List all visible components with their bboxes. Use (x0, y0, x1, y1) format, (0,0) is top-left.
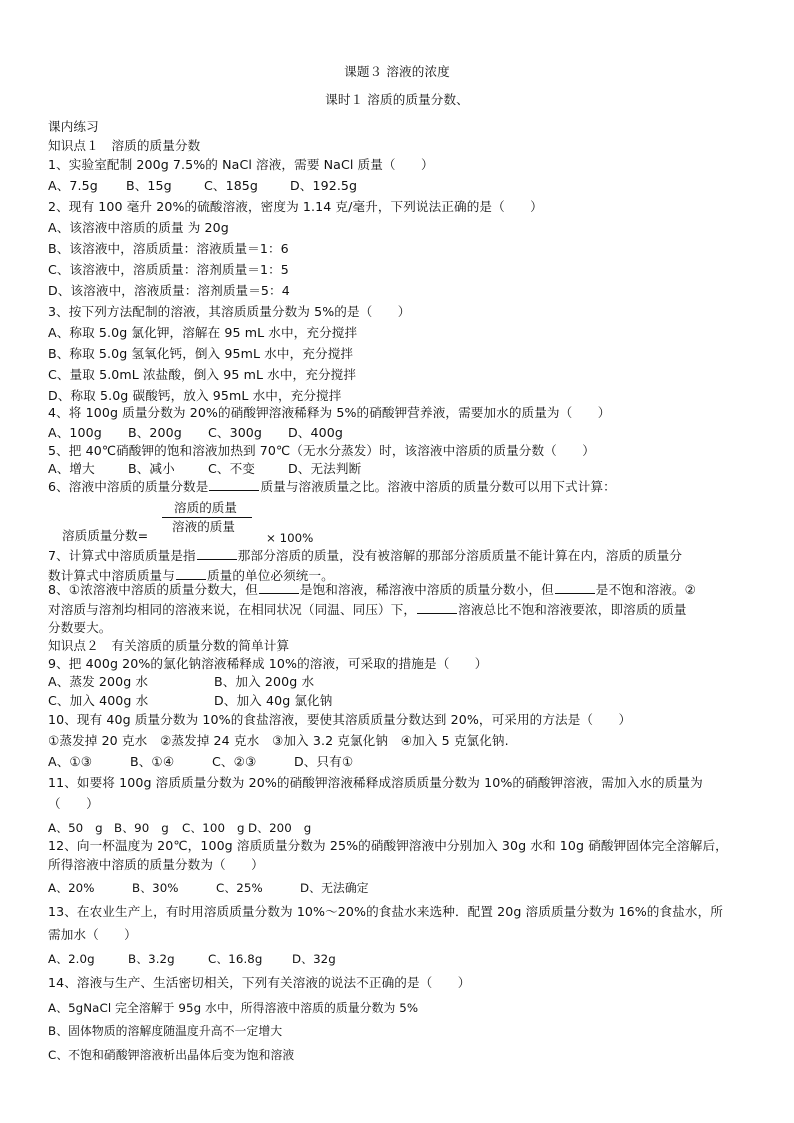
question-8 (48, 580, 696, 600)
question-8-cont (48, 600, 687, 620)
question-14-option-a: A、5gNaCl 完全溶解于 95g 水中，所得溶液中溶质的质量分数为 5% (48, 1001, 419, 1015)
option: A、①③ (48, 754, 93, 769)
question-11: 11、如要将 100g 溶质质量分数为 20%的硝酸钾溶液稀释成溶质质量分数为 10%的硝酸钾溶液，需加入水的质量为 (48, 775, 703, 790)
option: D、200 g (248, 821, 312, 835)
q8-text-c: 是不饱和溶液。② (595, 582, 697, 597)
option: A、50 g (48, 821, 103, 835)
section-label: 课内练习 (48, 119, 99, 134)
option: D、192.5g (290, 178, 358, 193)
question-7 (48, 546, 682, 566)
option: C、16.8g (208, 952, 263, 966)
option: A、100g (48, 425, 102, 440)
question-1-options (48, 176, 357, 196)
question-9: 9、把 400g 20%的氯化钠溶液稀释成 10%的溶液，可采取的措施是（ ） (48, 656, 488, 671)
option: C、300g (208, 425, 263, 440)
option: D、无法确定 (300, 881, 369, 895)
question-4: 4、将 100g 质量分数为 20%的硝酸钾溶液稀释为 5%的硝酸钾营养液，需要加水的质量为（ ） (48, 405, 611, 420)
option: A、2.0g (48, 952, 95, 966)
question-2-option-d: D、该溶液中，溶液质量：溶剂质量＝5：4 (48, 283, 290, 298)
q8-text-a: 8、①浓溶液中溶质的质量分数大，但 (48, 582, 258, 597)
option: B、30% (132, 881, 179, 895)
question-11-options (48, 818, 311, 838)
option: B、3.2g (128, 952, 175, 966)
option: B、15g (126, 178, 172, 193)
page-subtitle: 课时１ 溶质的质量分数、 (325, 92, 469, 107)
question-12-cont: 所得溶液中溶质的质量分数为（ ） (48, 857, 264, 872)
question-3-option-c: C、量取 5.0mL 浓盐酸，倒入 95 mL 水中，充分搅拌 (48, 367, 357, 382)
question-13-options (48, 949, 336, 969)
knowledge-point-2: 知识点２ 有关溶质的质量分数的简单计算 (48, 638, 290, 653)
q7-text-c: 数计算式中溶质质量与 (48, 568, 175, 583)
option: A、增大 (48, 461, 95, 476)
question-2-option-a: A、该溶液中溶质的质量 为 20g (48, 220, 229, 235)
option: B、①④ (130, 754, 175, 769)
option: B、加入 200g 水 (214, 674, 315, 689)
fill-blank[interactable] (417, 600, 457, 614)
question-14-option-b: B、固体物质的溶解度随温度升高不一定增大 (48, 1024, 283, 1038)
question-10: 10、现有 40g 质量分数为 10%的食盐溶液，要使其溶质质量分数达到 20%，可采用的方法是（ ） (48, 712, 632, 727)
q7-text-a: 7、计算式中溶质质量是指 (48, 548, 196, 563)
question-1: 1、实验室配制 200g 7.5%的 NaCl 溶液，需要 NaCl 质量（ ） (48, 157, 434, 172)
question-14-option-c: C、不饱和硝酸钾溶液析出晶体后变为饱和溶液 (48, 1048, 295, 1062)
q8-text-d: 对溶质与溶剂均相同的溶液来说，在相同状况（同温、同压）下， (48, 602, 417, 617)
option: B、200g (128, 425, 182, 440)
option: C、25% (216, 881, 263, 895)
q6-text-b: 质量与溶液质量之比。溶液中溶质的质量分数可以用下式计算： (260, 479, 616, 494)
option: D、只有① (294, 754, 354, 769)
option: C、加入 400g 水 (48, 693, 149, 708)
option: A、蒸发 200g 水 (48, 674, 149, 689)
fill-blank[interactable] (259, 580, 299, 594)
option: B、减小 (128, 461, 175, 476)
question-8-end: 分数要大。 (48, 620, 112, 635)
question-10-options (48, 752, 353, 772)
formula-multiplier: × 100% (266, 531, 314, 545)
knowledge-point-1: 知识点１ 溶质的质量分数 (48, 138, 201, 153)
option: A、20% (48, 881, 95, 895)
question-12-options (48, 878, 369, 898)
page-title: 课题３ 溶液的浓度 (344, 64, 450, 79)
option: C、185g (204, 178, 259, 193)
question-2-option-c: C、该溶液中，溶质质量：溶剂质量＝1：5 (48, 262, 289, 277)
option: B、90 g (114, 821, 169, 835)
option: C、100 g (182, 821, 245, 835)
q6-text-a: 6、溶液中溶质的质量分数是 (48, 479, 209, 494)
fill-blank[interactable] (176, 566, 206, 580)
question-4-options (48, 423, 343, 443)
question-13: 13、在农业生产上，有时用溶质质量分数为 10%～20%的食盐水来选种．配置 20g 溶质质量分数为 16%的食盐水，所 (48, 904, 723, 919)
question-3-option-d: D、称取 5.0g 碳酸钙，放入 95mL 水中，充分搅拌 (48, 388, 342, 403)
q7-text-b: 那部分溶质的质量，没有被溶解的那部分溶质质量不能计算在内，溶质的质量分 (237, 548, 683, 563)
fill-blank[interactable] (555, 580, 595, 594)
formula-numerator: 溶质的质量 (174, 500, 237, 515)
formula-denominator: 溶液的质量 (172, 519, 235, 534)
option: D、无法判断 (288, 461, 362, 476)
question-3: 3、按下列方法配制的溶液，其溶质质量分数为 5%的是（ ） (48, 304, 411, 319)
question-13-cont: 需加水（ ） (48, 927, 137, 942)
question-3-option-a: A、称取 5.0g 氯化钾，溶解在 95 mL 水中，充分搅拌 (48, 325, 358, 340)
option: D、32g (292, 952, 336, 966)
question-10-items: ①蒸发掉 20 克水 ②蒸发掉 24 克水 ③加入 3.2 克氯化钠 ④加入 5 克氯化钠. (48, 733, 509, 748)
question-2: 2、现有 100 毫升 20%的硫酸溶液，密度为 1.14 克/毫升，下列说法正确的是（ ） (48, 199, 543, 214)
question-9-options-row1 (48, 672, 314, 692)
option: C、②③ (212, 754, 257, 769)
question-14: 14、溶液与生产、生活密切相关，下列有关溶液的说法不正确的是（ ） (48, 975, 471, 990)
question-11-cont: （ ） (48, 796, 99, 811)
question-9-options-row2 (48, 691, 333, 711)
question-12: 12、向一杯温度为 20℃，100g 溶质质量分数为 25%的硝酸钾溶液中分别加入 30g 水和 10g 硝酸钾固体完全溶解后， (48, 838, 728, 853)
question-5: 5、把 40℃硝酸钾的饱和溶液加热到 70℃（无水分蒸发）时，该溶液中溶质的质量分数（ ） (48, 443, 595, 458)
question-5-options (48, 459, 361, 479)
q8-text-b: 是饱和溶液，稀溶液中溶质的质量分数小，但 (299, 582, 554, 597)
q7-text-d: 质量的单位必须统一。 (206, 568, 334, 583)
question-6 (48, 477, 616, 497)
fill-blank[interactable] (197, 546, 237, 560)
q8-text-e: 溶液总比不饱和溶液要浓，即溶质的质量 (458, 602, 687, 617)
question-2-option-b: B、该溶液中，溶质质量：溶液质量＝1：6 (48, 241, 289, 256)
question-3-option-b: B、称取 5.0g 氢氧化钙，倒入 95mL 水中，充分搅拌 (48, 346, 354, 361)
option: A、7.5g (48, 178, 98, 193)
option: C、不变 (208, 461, 255, 476)
formula-label: 溶质质量分数= (62, 528, 149, 543)
option: D、400g (288, 425, 343, 440)
option: D、加入 40g 氯化钠 (214, 693, 333, 708)
fill-blank[interactable] (209, 477, 259, 491)
